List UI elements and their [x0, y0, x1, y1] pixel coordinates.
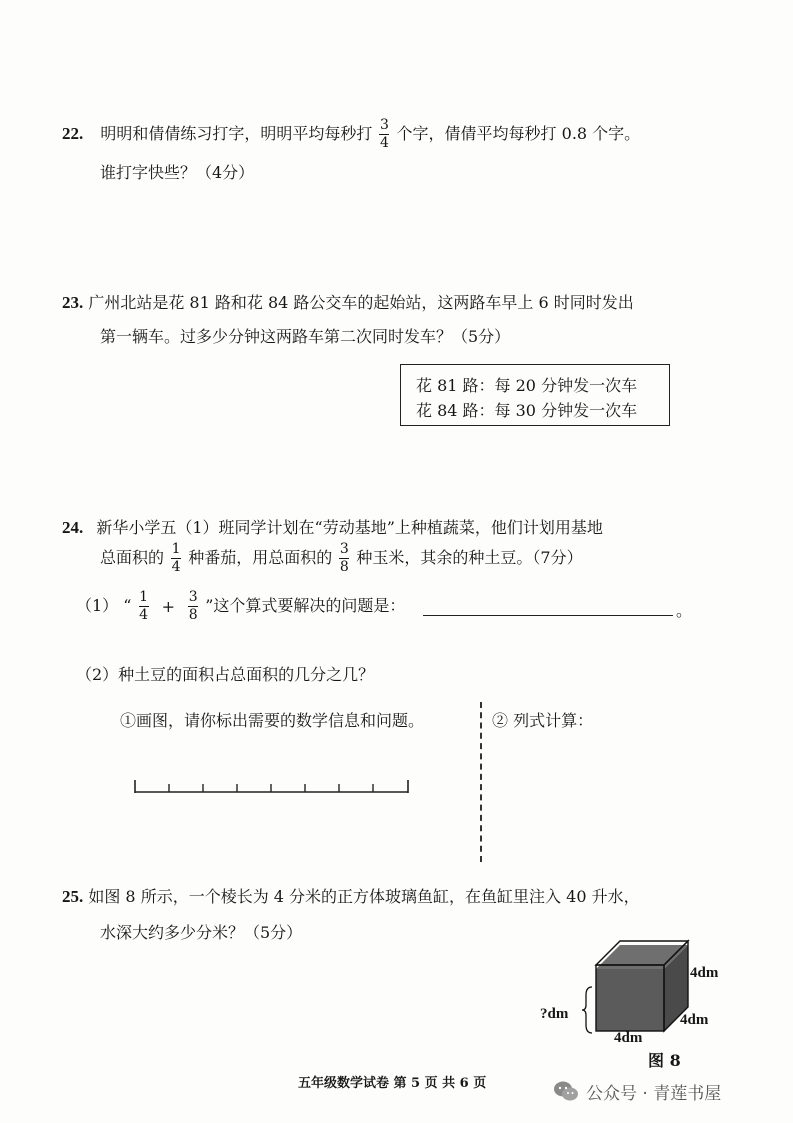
fraction: [379, 118, 389, 151]
label-width: 4dm: [614, 1030, 643, 1046]
question-text: 广州北站是花 81 路和花 84 路公交车的起始站，这两路车早上 6 时同时发出: [88, 293, 634, 312]
label-depth-edge: 4dm: [680, 1012, 709, 1028]
fraction: [139, 590, 149, 623]
fraction-numerator: 3: [379, 117, 389, 133]
brace-icon: [580, 985, 596, 1035]
question-text: ”这个算式要解决的问题是：: [205, 596, 406, 615]
wechat-icon: [553, 1080, 579, 1102]
question-text: 明明和倩倩练习打字，明明平均每秒打: [100, 124, 373, 143]
plus-sign: +: [161, 597, 176, 616]
answer-blank[interactable]: [423, 615, 673, 616]
question-25: [62, 884, 640, 907]
page-footer: 五年级数学试卷 第 5 页 共 6 页: [298, 1076, 487, 1091]
question-23: [62, 290, 634, 313]
question-24: [62, 515, 603, 538]
period: 。: [676, 601, 693, 620]
fraction: [339, 542, 349, 575]
figure-caption: 图 8: [648, 1051, 681, 1070]
sub-question-draw: ①画图，请你标出需要的数学信息和问题。: [120, 711, 425, 730]
fraction-denominator: 4: [171, 559, 181, 575]
fraction-denominator: 4: [139, 607, 149, 623]
text: 种玉米，其余的种土豆。（7分）: [356, 548, 583, 567]
fraction-numerator: 1: [171, 541, 181, 557]
fraction: [188, 590, 198, 623]
fraction: [171, 542, 181, 575]
question-22-line2: 谁打字快些？（4分）: [100, 163, 255, 182]
text: 种番茄，用总面积的: [188, 548, 333, 567]
question-25-line2: 水深大约多少分米？（5分）: [100, 923, 303, 942]
question-number: 22.: [62, 124, 84, 143]
question-text: 如图 8 所示，一个棱长为 4 分米的正方体玻璃鱼缸，在鱼缸里注入 40 升水，: [88, 887, 640, 906]
question-text: 个字，倩倩平均每秒打 0.8 个字。: [396, 124, 641, 143]
bus-schedule-box: [400, 364, 670, 426]
question-number: 24.: [62, 518, 84, 537]
quote-mark: “: [123, 596, 132, 615]
question-24-part-1: [76, 590, 405, 623]
question-number: 23.: [62, 293, 84, 312]
sub-question-calc: ② 列式计算：: [492, 711, 594, 730]
question-23-line2: 第一辆车。过多少分钟这两路车第二次同时发车？（5分）: [100, 327, 511, 346]
part-label: （1）: [76, 596, 119, 615]
label-height: 4dm: [690, 965, 719, 981]
fraction-numerator: 1: [139, 589, 149, 605]
label-water-depth: ?dm: [540, 1006, 569, 1022]
dashed-divider: [480, 702, 482, 862]
fraction-denominator: 4: [379, 135, 389, 151]
fraction-numerator: 3: [339, 541, 349, 557]
question-24-part-2: （2）种土豆的面积占总面积的几分之几？: [76, 665, 375, 684]
question-24-line2: [100, 542, 583, 575]
box-line-2: 花 84 路：每 30 分钟发一次车: [416, 401, 638, 420]
question-22: [62, 118, 640, 151]
segment-ruler: [130, 772, 415, 800]
watermark-text: 公众号 · 青莲书屋: [586, 1084, 722, 1104]
water-front: [596, 969, 664, 1031]
question-text: 新华小学五（1）班同学计划在“劳动基地”上种植蔬菜，他们计划用基地: [96, 518, 603, 537]
fraction-denominator: 8: [188, 607, 198, 623]
fraction-numerator: 3: [188, 589, 198, 605]
fraction-denominator: 8: [339, 559, 349, 575]
text: 总面积的: [100, 548, 165, 567]
question-number: 25.: [62, 887, 84, 906]
box-line-1: 花 81 路：每 20 分钟发一次车: [416, 376, 638, 395]
